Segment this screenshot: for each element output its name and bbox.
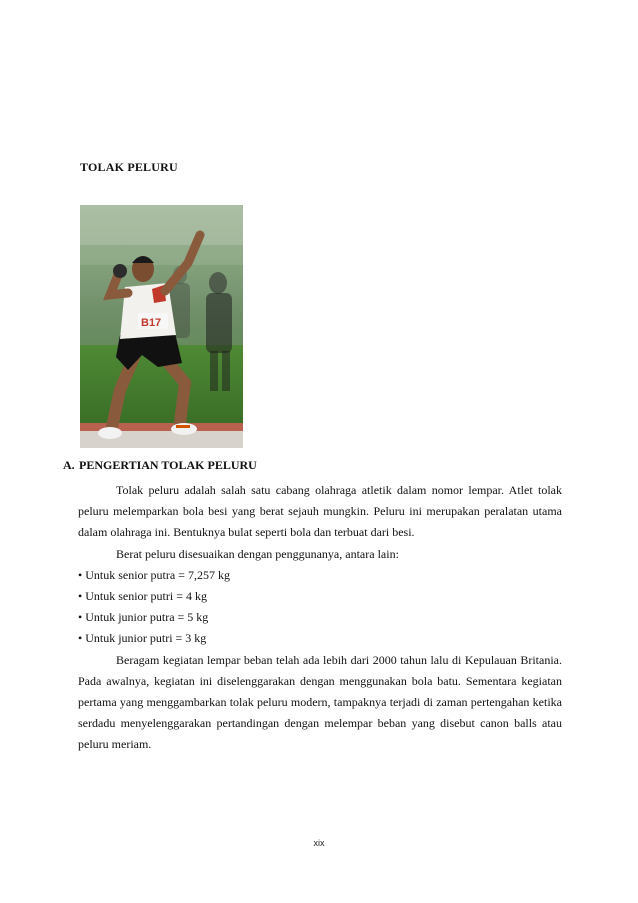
paragraph-definition: Tolak peluru adalah salah satu cabang olahraga atletik dalam nomor lempar. Atlet tolak peluru melemparkan bola besi yang berat sejauh mungkin. Peluru ini merupakan peralatan utama dalam olahraga ini. Bentuknya bulat seperti bola dan terbuat dari besi. [78,483,562,540]
body-text [78,480,562,756]
list-item: • Untuk junior putra = 5 kg [78,610,209,625]
athlete-illustration [80,205,243,448]
section-letter: A. [63,458,75,472]
paragraph-weights-intro: Berat peluru disesuaikan dengan penggunanya, antara lain: [116,546,399,561]
list-item: • Untuk senior putra = 7,257 kg [78,567,230,582]
list-item: • Untuk junior putri = 3 kg [78,631,207,646]
shot-put-athlete-photo [80,205,243,448]
section-title: PENGERTIAN TOLAK PELURU [79,458,257,472]
bib-number: B17 [141,317,162,329]
list-item: • Untuk senior putri = 4 kg [78,589,207,604]
section-heading [63,458,257,473]
page-number: xix [313,838,325,848]
page-title: TOLAK PELURU [80,160,178,174]
paragraph-history: Beragam kegiatan lempar beban telah ada lebih dari 2000 tahun lalu di Kepulauan Britania. Pada awalnya, kegiatan ini diselenggarakan dengan menggunakan bola batu. Sementara kegiatan pertama yang menggambarkan tolak peluru modern, tampaknya terjadi di zaman pertengahan ketika serdadu menyelenggarakan pertandingan dengan melempar beban yang disebut canon balls atau peluru meriam. [78,652,562,752]
